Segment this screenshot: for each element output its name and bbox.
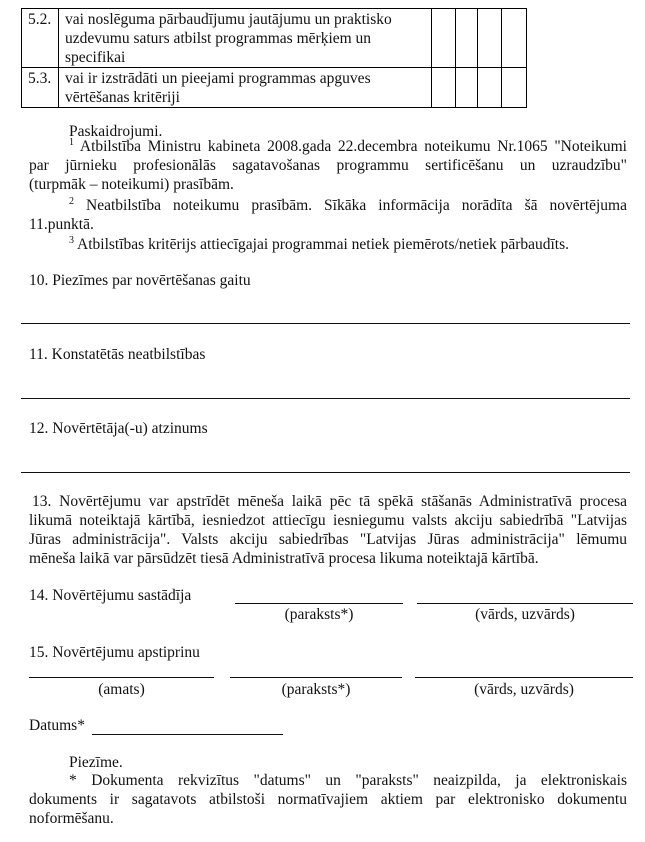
paragraph-line: * Dokumenta rekvizītus "datums" un "paraksts" neaizpilda, ja elektroniskais (69, 772, 627, 789)
footnote-1 (29, 137, 627, 194)
section-12-title: 12. Novērtētāja(-u) atzinums (29, 420, 208, 437)
row-criterion (59, 68, 432, 108)
footer-note (29, 771, 627, 828)
criterion-line: uzdevumu saturs atbilst programmas mērķiem un (65, 30, 372, 47)
check-cell[interactable] (502, 68, 527, 108)
table-row (22, 9, 527, 68)
date-label: Datums* (29, 717, 85, 734)
footer-note-title: Piezīme. (69, 754, 123, 771)
row-number: 5.3. (22, 68, 59, 108)
nonconformities-fill-line[interactable] (21, 398, 630, 399)
footnote-line: 11.punktā. (29, 216, 94, 233)
criterion-line: vai ir izstrādāti un pieejami programmas apguves (65, 70, 371, 87)
section-15-title: 15. Novērtējumu apstiprinu (29, 644, 200, 661)
paragraph-line: dokuments ir sagatavots atbilstoši normatīvajiem aktiem par elektronisko dokumentu (29, 791, 627, 808)
check-cell[interactable] (478, 9, 502, 68)
section-10-title: 10. Piezīmes par novērtēšanas gaitu (29, 272, 251, 289)
footnote-2 (29, 196, 627, 234)
table-row (22, 68, 527, 108)
footnote-line: (turpmāk – noteikumi) prasībām. (29, 176, 234, 193)
signature-caption: (paraksts*) (284, 606, 354, 623)
check-cell[interactable] (478, 68, 502, 108)
name-caption: (vārds, uzvārds) (475, 606, 575, 623)
check-cell[interactable] (502, 9, 527, 68)
check-cell[interactable] (456, 68, 478, 108)
paragraph-line: Jūras administrācija". Valsts akciju sabiedrības "Latvijas Jūras administrācija" lēmumu (29, 531, 627, 548)
check-cell[interactable] (456, 9, 478, 68)
signature-line[interactable] (235, 603, 403, 604)
row-criterion (59, 9, 432, 68)
paragraph-line: likumā noteiktajā kārtībā, iesniedzot attiecīgu iesniegumu valsts akciju sabiedrībā "Latvijas (29, 512, 627, 529)
signature-line[interactable] (230, 677, 402, 678)
footnote-mark: 2 (69, 196, 74, 207)
check-cell[interactable] (432, 9, 456, 68)
row-number: 5.2. (22, 9, 59, 68)
position-caption: (amats) (98, 681, 145, 698)
section-14-title: 14. Novērtējumu sastādīja (29, 587, 192, 604)
name-line[interactable] (415, 677, 633, 678)
footnote-line: par jūrnieku profesionālās sagatavošanas programmu sertificēšanu un uzraudzību" (29, 157, 627, 174)
notes-title: Paskaidrojumi. (69, 123, 163, 140)
footnote-mark: 1 (69, 137, 74, 148)
section-11-title: 11. Konstatētās neatbilstības (29, 346, 206, 363)
paragraph-line: noformēšanu. (29, 810, 114, 827)
criterion-line: vai noslēguma pārbaudījumu jautājumu un praktisko (65, 11, 392, 28)
paragraph-line: 13. Novērtējumu var apstrīdēt mēneša laikā pēc tā spēkā stāšanās Administratīvā procesa (32, 493, 627, 510)
footnote-line: Neatbilstība noteikumu prasībām. Sīkāka informācija norādīta šā novērtējuma (86, 197, 627, 214)
signature-caption: (paraksts*) (281, 681, 351, 698)
date-fill-line[interactable] (92, 734, 283, 735)
name-caption: (vārds, uzvārds) (474, 681, 574, 698)
footnote-line: Atbilstība Ministru kabineta 2008.gada 22.decembra noteikumu Nr.1065 "Noteikumi (79, 138, 627, 155)
section-13-paragraph (29, 492, 627, 568)
name-line[interactable] (417, 603, 633, 604)
footnote-line: Atbilstības kritērijs attiecīgajai programmai netiek piemērots/netiek pārbaudīts. (77, 236, 570, 253)
conclusion-fill-line[interactable] (21, 472, 630, 473)
footnote-3 (69, 235, 569, 254)
criterion-line: specifikai (65, 49, 126, 66)
criterion-line: vērtēšanas kritēriji (65, 89, 180, 106)
paragraph-line: mēneša laikā var pārsūdzēt tiesā Administratīvā procesa likuma noteiktajā kārtībā. (29, 550, 539, 567)
check-cell[interactable] (432, 68, 456, 108)
notes-fill-line[interactable] (21, 323, 630, 324)
evaluation-table (21, 8, 527, 108)
footnote-mark: 3 (69, 235, 74, 246)
position-line[interactable] (29, 677, 214, 678)
